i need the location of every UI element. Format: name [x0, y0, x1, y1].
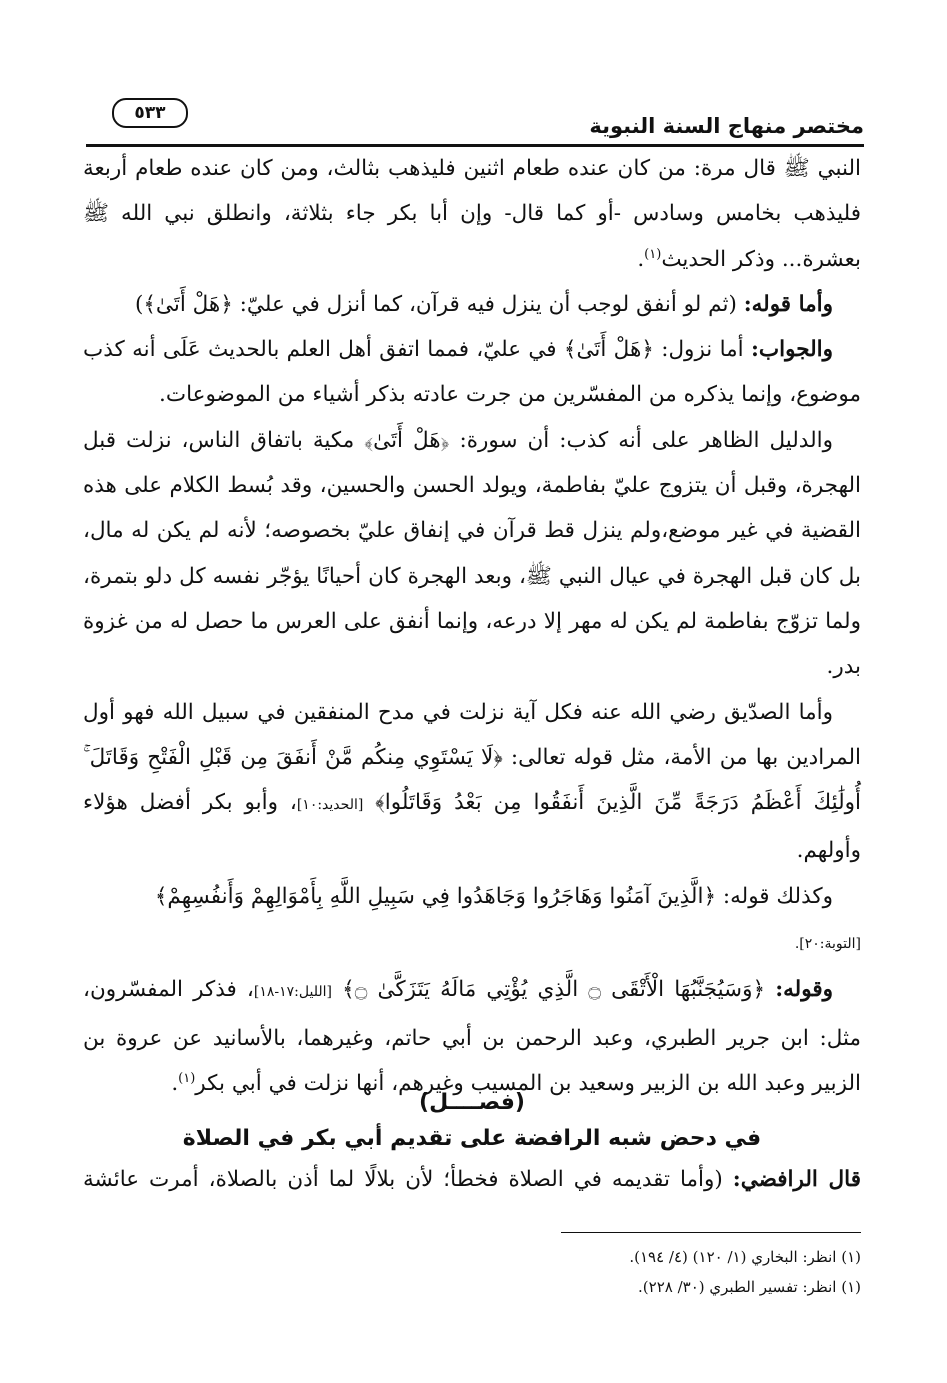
- paragraph-1: النبي ﷺ قال مرة: من كان عنده طعام اثنين فليذهب بثالث، ومن كان عنده طعام أربعة فليذهب بخامس وسادس -أو كما قال- وإن أبا بكر جاء بثلاثة، وانطلق نبي الله ﷺ بعشرة... وذكر الحديث$^{(١)}$.: [83, 156, 861, 272]
- paragraph-3-lead: والجواب:: [750, 337, 833, 363]
- paragraph-1-text: النبي ﷺ قال مرة: من كان عنده طعام اثنين فليذهب بثالث، ومن كان عنده طعام أربعة فليذهب بخامس وسادس -أو كما قال- وإن أبا بكر جاء بثلاثة، وانطلق نبي الله ﷺ بعشرة... وذكر الحديث: [83, 156, 861, 272]
- main-text: [83, 146, 861, 1106]
- paragraph-7-lead: وقوله:: [775, 977, 833, 1003]
- page-number: ٥٣٣: [112, 98, 188, 128]
- section-title: في دحض شبه الرافضة على تقديم أبي بكر في الصلاة: [182, 1126, 762, 1151]
- paragraph-3: [83, 327, 861, 418]
- quran-reference-layl: [الليل:١٧-١٨]: [253, 984, 332, 1001]
- footnote-divider: [561, 1232, 861, 1233]
- paragraph-7-end: .: [171, 1070, 179, 1096]
- paragraph-7-tail: ، فذكر المفسّرون، مثل: ابن جرير الطبري، وعبد الرحمن بن أبي حاتم، وغيرهما، بالأسانيد عن عروة بن الزبير وعبد الله بن الزبير وسعيد بن المسيب وغيرهم، أنها نزلت في أبي بكر: [83, 977, 861, 1096]
- paragraph-8-lead: قال الرافضي:: [732, 1167, 861, 1192]
- paragraph-4: والدليل الظاهر على أنه كذب: أن سورة: ﴿هَلْ أَتَىٰ﴾ مكية باتفاق الناس، نزلت قبل الهجرة، وقبل أن يتزوج عليّ بفاطمة، ويولد الحسن والحسين، وقد بُسط الكلام على هذه القضية في غير موضع،ولم ينزل قط قرآن في إنفاق عليّ بخصوصه؛ لأنه لم يكن له مال، بل كان قبل الهجرة في عيال النبي ﷺ، وبعد الهجرة كان أحيانًا يؤجّر نفسه كل دلو بتمرة، ولما تزوّج بفاطمة لم يكن له مهر إلا درعه، وإنما أنفق على العرس ما حصل له من غزوة بدر.: [83, 427, 861, 680]
- paragraph-8-text: (وأما تقديمه في الصلاة فخطأ؛ لأن بلالًا لما أذن بالصلاة، أمرت عائشة: [83, 1167, 733, 1192]
- footnote-2: (١) انظر: تفسير الطبري (٣٠/ ٢٢٨).: [638, 1278, 861, 1296]
- page-header: [86, 92, 864, 144]
- paragraph-6: [83, 874, 861, 968]
- paragraph-2-text: (ثم لو أنفق لوجب أن ينزل فيه قرآن، كما أنزل في عليّ: ﴿هَلْ أَتَىٰ﴾): [134, 291, 744, 317]
- paragraph-7-text: ﴿وَسَيُجَنَّبُهَا الْأَتْقَى ۝ الَّذِي يُؤْتِي مَالَهُ يَتَزَكَّىٰ ۝﴾: [342, 977, 776, 1003]
- footnote-marker-1: (١): [644, 246, 662, 262]
- paragraph-5: [83, 690, 861, 874]
- paragraph-5-tail: ، وأبو بكر أفضل هؤلاء وأولهم.: [83, 790, 861, 864]
- footnote-marker-2: (١): [178, 1070, 196, 1086]
- footnote-1: (١) انظر: البخاري (١/ ١٢٠) (٤/ ١٩٤).: [629, 1248, 861, 1266]
- section-heading: [83, 1085, 861, 1157]
- quran-reference-hadid: [الحديد:١٠]: [296, 797, 364, 814]
- book-title: مختصر منهاج السنة النبوية: [589, 114, 864, 138]
- footnotes: [83, 1242, 861, 1302]
- paragraph-2-lead: وأما قوله:: [743, 291, 833, 317]
- paragraph-8: [83, 1160, 861, 1200]
- paragraph-3-text: أما نزول: ﴿هَلْ أَتَىٰ﴾ في عليّ، فمما اتفق أهل العلم بالحديث عَلَى أنه كذب موضوع، وإنما يذكره من المفسّرين من جرت عادته بذكر أشياء من الموضوعات.: [83, 337, 861, 408]
- paragraph-6-text: وكذلك قوله: ﴿الَّذِينَ آمَنُوا وَهَاجَرُوا وَجَاهَدُوا فِي سَبِيلِ اللَّهِ بِأَمْوَالِهِمْ وَأَنفُسِهِمْ﴾: [154, 883, 833, 909]
- paragraph-2: [83, 282, 861, 327]
- paragraph-5-text: وأما الصدّيق رضي الله عنه فكل آية نزلت في مدح المنفقين في سبيل الله فهو أول المرادين بها من الأمة، مثل قوله تعالى: ﴿لَا يَسْتَوِي مِنكُم مَّنْ أَنفَقَ مِن قَبْلِ الْفَتْحِ وَقَاتَلَ ۚ أُولَٰئِكَ أَعْظَمُ دَرَجَةً مِّنَ الَّذِينَ أَنفَقُوا مِن بَعْدُ وَقَاتَلُوا﴾: [83, 699, 862, 816]
- quran-reference-tawbah: [التوبة:٢٠].: [794, 936, 861, 953]
- section-label: (فصــــل): [419, 1090, 525, 1115]
